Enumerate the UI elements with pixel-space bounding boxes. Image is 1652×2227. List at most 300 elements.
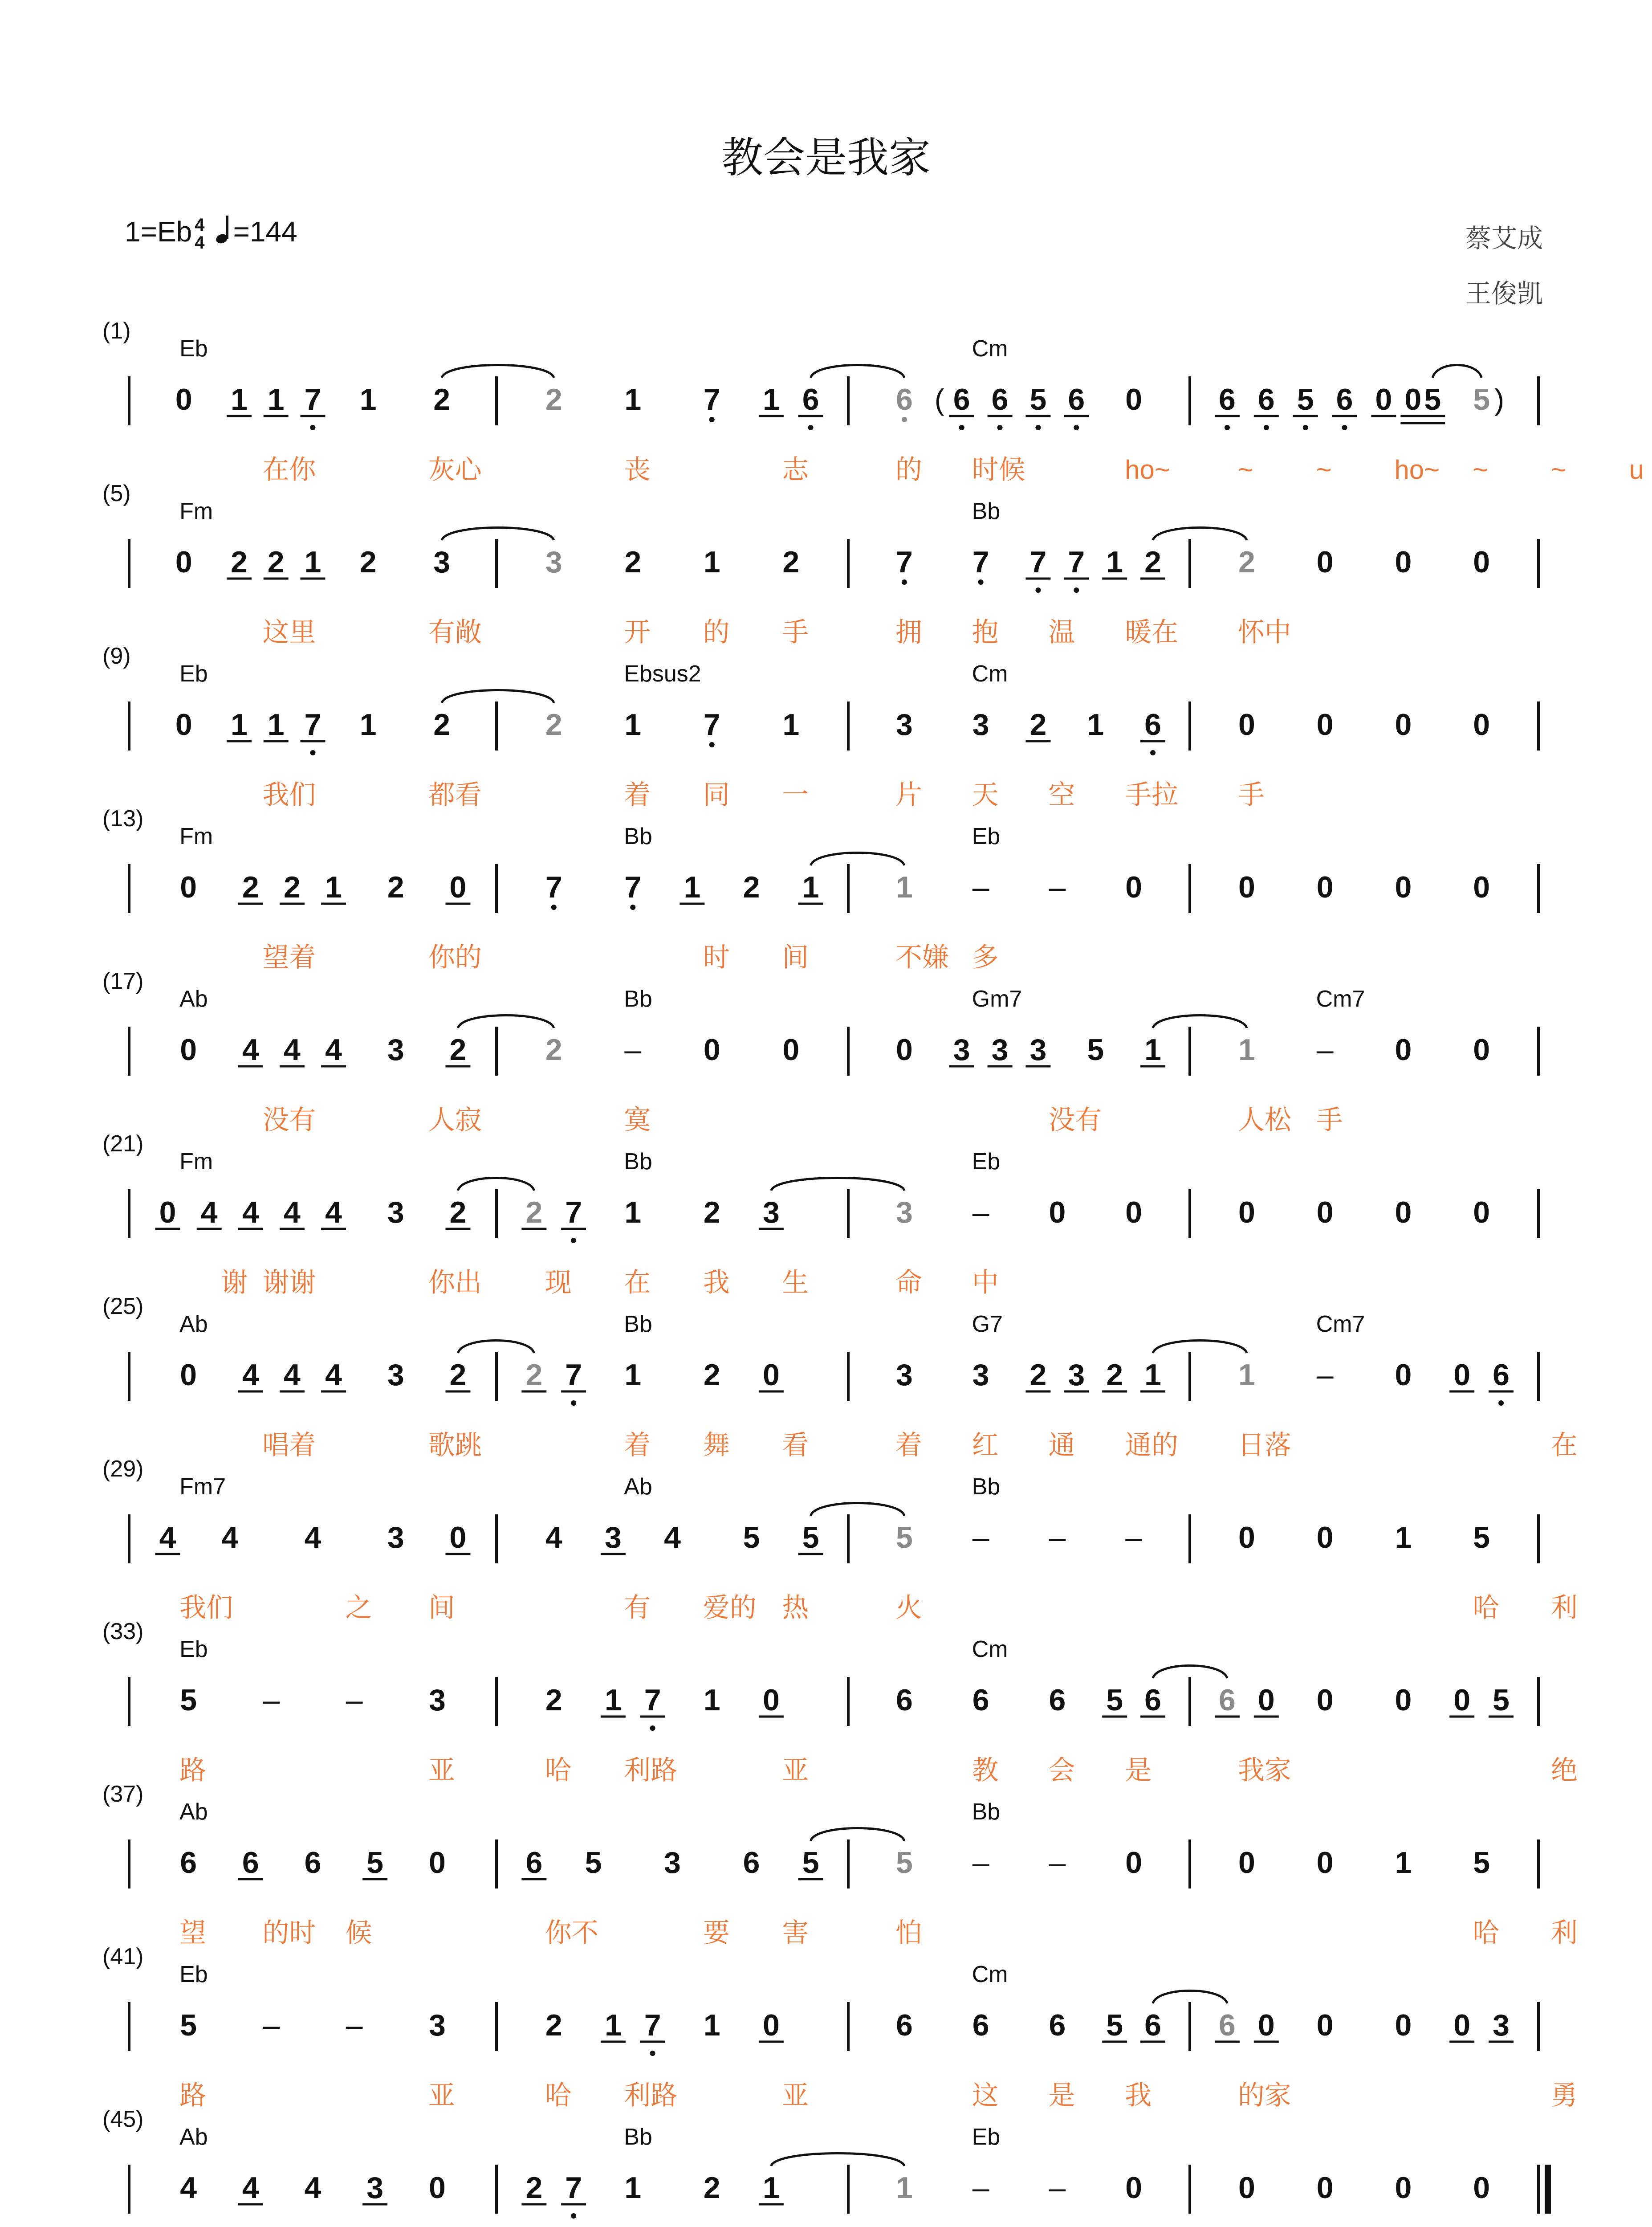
note: 1 — [1395, 1846, 1412, 1880]
chord-symbol: Bb — [624, 824, 652, 849]
note: 0 — [1125, 1195, 1143, 1229]
note: 0 — [1049, 1195, 1066, 1229]
lyric-text: 手 — [1316, 1105, 1343, 1135]
time-signature-bottom: 4 — [195, 233, 205, 253]
note: 0 — [1257, 1683, 1275, 1717]
lyric-text: ~ — [1473, 455, 1489, 485]
lyric-text: 的 — [895, 455, 922, 485]
note: 5 — [1493, 1683, 1510, 1717]
dash-extension: – — [1049, 870, 1066, 904]
lyric-text: 在 — [624, 1268, 651, 1297]
measure-number: (37) — [102, 1781, 144, 1807]
note: 2 — [743, 870, 760, 904]
lyric-text: 我 — [1125, 2080, 1152, 2110]
note: 0 — [1395, 2171, 1412, 2205]
note: 2 — [267, 545, 285, 579]
note: 7 — [1068, 545, 1085, 579]
note: 6 — [1257, 383, 1275, 416]
dash-extension: – — [346, 2008, 363, 2042]
chord-symbol: G7 — [972, 1311, 1003, 1337]
measure-number: (21) — [102, 1131, 144, 1157]
song-title: 教会是我家 — [721, 134, 931, 181]
chord-symbol: Bb — [624, 986, 652, 1012]
lower-octave-dot — [630, 905, 635, 910]
dash-extension: – — [263, 2008, 280, 2042]
note: 0 — [175, 545, 192, 579]
chord-symbol: Eb — [179, 1962, 208, 1987]
note: 0 — [1316, 1521, 1334, 1554]
note: 1 — [624, 1195, 642, 1229]
dash-extension: – — [346, 1683, 363, 1717]
lyric-text: ho~ — [1394, 455, 1440, 485]
note: 1 — [1144, 1033, 1161, 1067]
note: 1 — [359, 708, 377, 742]
lyric-text: 丧 — [624, 455, 651, 485]
lyric-text: 通的 — [1125, 1430, 1179, 1460]
note: 4 — [325, 1033, 342, 1067]
note: 0 — [1473, 1033, 1490, 1067]
chord-symbol: Fm7 — [179, 1474, 226, 1500]
note: 2 — [449, 1195, 467, 1229]
lyric-text: 爱的 — [703, 1593, 757, 1623]
chord-symbol: Eb — [972, 1149, 1001, 1175]
lyric-text: 的 — [703, 617, 730, 647]
note: 0 — [1125, 383, 1143, 416]
note: 1 — [762, 2171, 780, 2205]
tie-arc — [458, 1016, 553, 1028]
note: 3 — [664, 1846, 681, 1880]
measure-number: (29) — [102, 1456, 144, 1482]
note: 1 — [782, 708, 800, 742]
note: 4 — [284, 1195, 301, 1229]
dash-extension: – — [972, 2171, 989, 2205]
note: 3 — [991, 1033, 1009, 1067]
note: 7 — [304, 383, 321, 416]
lyric-text: 手 — [1237, 780, 1265, 810]
parenthesis: ( — [934, 383, 944, 416]
note: 0 — [1316, 708, 1334, 742]
tie-arc — [442, 528, 554, 541]
tie-arc — [811, 365, 904, 378]
lyric-text: 你不 — [545, 1918, 598, 1948]
tie-arc — [811, 1828, 904, 1841]
lyric-text: 绝 — [1550, 1755, 1578, 1785]
note: 0 — [895, 1033, 913, 1067]
key-signature: 1=Eb — [125, 216, 192, 248]
note: 1 — [267, 708, 285, 742]
note: 6 — [242, 1846, 259, 1880]
note: 7 — [972, 545, 989, 579]
lower-octave-dot — [997, 425, 1003, 430]
lyric-text: 勇 — [1550, 2080, 1578, 2110]
note: 0 — [1375, 383, 1392, 416]
dash-extension: – — [624, 1033, 642, 1067]
lower-octave-dot — [902, 579, 907, 585]
note: 6 — [895, 1683, 913, 1717]
note: 2 — [624, 545, 642, 579]
note: 7 — [565, 1358, 582, 1392]
note: 1 — [359, 383, 377, 416]
dash-extension: – — [1316, 1358, 1334, 1392]
note: 6 — [1068, 383, 1085, 416]
note: 0 — [1453, 1358, 1471, 1392]
note: 6 — [743, 1846, 760, 1880]
lyric-text: 一 — [782, 780, 809, 810]
note: 5 — [1473, 383, 1490, 416]
tie-arc — [442, 365, 554, 378]
note: 2 — [545, 708, 562, 742]
note: 0 — [1395, 1358, 1412, 1392]
note: 1 — [1087, 708, 1104, 742]
chord-symbol: Gm7 — [972, 986, 1022, 1012]
note: 6 — [1144, 2008, 1161, 2042]
note: 6 — [972, 1683, 989, 1717]
note: 2 — [1029, 1358, 1047, 1392]
lyric-text: 会 — [1048, 1755, 1075, 1785]
note: 0 — [703, 1033, 720, 1067]
lyric-text: 唱着 — [262, 1430, 316, 1460]
note: 6 — [991, 383, 1009, 416]
note: 0 — [428, 1846, 446, 1880]
chord-symbol: Cm7 — [1316, 1311, 1365, 1337]
lyric-text: 这里 — [262, 617, 316, 647]
lyric-text: 红 — [972, 1430, 999, 1460]
lyric-text: 路 — [179, 1755, 207, 1785]
chord-symbol: Fm — [179, 824, 213, 849]
chord-symbol: Cm7 — [1316, 986, 1365, 1012]
note: 5 — [802, 1846, 819, 1880]
note: 3 — [604, 1521, 622, 1554]
chord-symbol: Ab — [624, 1474, 652, 1500]
note: 2 — [1144, 545, 1161, 579]
lyric-text: 温 — [1048, 617, 1075, 647]
lyric-text: ho~ — [1125, 455, 1170, 485]
note: 0 — [449, 1521, 467, 1554]
note: 0 — [1238, 1521, 1255, 1554]
chord-symbol: Ab — [179, 1799, 208, 1825]
note: 6 — [802, 383, 819, 416]
tie-arc — [811, 853, 904, 866]
note: 6 — [1493, 1358, 1510, 1392]
lower-octave-dot — [902, 417, 907, 422]
lyric-text: 亚 — [782, 2080, 809, 2110]
note: 0 — [175, 708, 192, 742]
lyric-text: 人寂 — [428, 1105, 482, 1135]
note: 0 — [1316, 1683, 1334, 1717]
lyric-text: 时候 — [972, 455, 1025, 485]
chord-symbol: Bb — [624, 1149, 652, 1175]
note: 6 — [1336, 383, 1353, 416]
note: 3 — [387, 1521, 404, 1554]
note: 1 — [1144, 1358, 1161, 1392]
note: 0 — [1395, 545, 1412, 579]
note: 1 — [624, 1358, 642, 1392]
tie-arc — [811, 1503, 904, 1516]
note: 1 — [1238, 1033, 1255, 1067]
note: 4 — [242, 1358, 259, 1392]
lyric-text: 望着 — [262, 942, 316, 972]
chord-symbol: Ab — [179, 986, 208, 1012]
note: 0 — [1238, 1195, 1255, 1229]
chord-symbol: Eb — [179, 661, 208, 687]
note: 3 — [953, 1033, 970, 1067]
note: 2 — [703, 1358, 720, 1392]
note: 2 — [284, 870, 301, 904]
lower-octave-dot — [1074, 587, 1079, 593]
lower-octave-dot — [978, 579, 984, 585]
lyric-text: 的家 — [1237, 2080, 1291, 2110]
note: 5 — [180, 1683, 197, 1717]
note: 1 — [624, 383, 642, 416]
note: 1 — [1395, 1521, 1412, 1554]
note: 2 — [525, 2171, 543, 2205]
measure-number: (9) — [102, 643, 131, 669]
note: 4 — [325, 1358, 342, 1392]
note: 0 — [762, 1683, 780, 1717]
chord-symbol: Ab — [179, 2124, 208, 2150]
chord-symbol: Cm — [972, 1636, 1008, 1662]
dash-extension: – — [1316, 1033, 1334, 1067]
chord-symbol: Bb — [972, 1799, 1001, 1825]
note: 0 — [1404, 383, 1422, 416]
lyric-text: 天 — [972, 780, 999, 810]
lower-octave-dot — [1498, 1400, 1504, 1406]
lyric-text: 志 — [782, 455, 809, 485]
chord-symbol: Ebsus2 — [624, 661, 701, 687]
lower-octave-dot — [650, 1725, 655, 1731]
lyric-text: 利 — [1550, 1593, 1578, 1623]
chord-symbol: Eb — [179, 1636, 208, 1662]
note: 0 — [1395, 1683, 1412, 1717]
note: 4 — [325, 1195, 342, 1229]
lyric-text: 利路 — [624, 2080, 678, 2110]
note: 0 — [1238, 708, 1255, 742]
lyric-text: 我家 — [1237, 1755, 1291, 1785]
note: 2 — [449, 1033, 467, 1067]
lyric-text: 着 — [624, 1430, 651, 1460]
note: 3 — [1029, 1033, 1047, 1067]
note: 3 — [433, 545, 451, 579]
lyric-text: 不嫌 — [895, 942, 949, 972]
lyric-text: 开 — [624, 617, 651, 647]
lower-octave-dot — [1264, 425, 1269, 430]
lower-octave-dot — [551, 905, 557, 910]
lyric-text: 怕 — [895, 1918, 922, 1948]
note: 0 — [1316, 2171, 1334, 2205]
note: 1 — [267, 383, 285, 416]
lyric-text: 拥 — [895, 617, 922, 647]
lyric-text: 是 — [1048, 2080, 1075, 2110]
lyric-text: ~ — [1237, 455, 1253, 485]
lyric-text: 现 — [545, 1268, 572, 1297]
note: 1 — [304, 545, 321, 579]
note: 0 — [1257, 2008, 1275, 2042]
composer-credit: 蔡艾成 — [1465, 224, 1543, 253]
note: 4 — [242, 2171, 259, 2205]
tie-arc — [1153, 1341, 1247, 1354]
note: 7 — [1029, 545, 1047, 579]
lower-octave-dot — [1150, 750, 1156, 755]
lyric-text: u — [1629, 455, 1644, 485]
lower-octave-dot — [310, 425, 316, 430]
note: 4 — [221, 1521, 239, 1554]
lyric-text: 看 — [782, 1430, 809, 1460]
note: 7 — [895, 545, 913, 579]
note: 0 — [1473, 870, 1490, 904]
note: 1 — [703, 545, 720, 579]
note: 3 — [387, 1033, 404, 1067]
tie-arc — [1153, 1666, 1227, 1679]
lyric-text: 同 — [703, 780, 730, 810]
note: 0 — [180, 1033, 197, 1067]
lyric-text: 中 — [972, 1268, 999, 1297]
note: 0 — [1453, 1683, 1471, 1717]
note: 4 — [284, 1358, 301, 1392]
note: 1 — [325, 870, 342, 904]
lower-octave-dot — [1342, 425, 1347, 430]
lyric-text: 亚 — [428, 1755, 455, 1785]
note: 3 — [972, 1358, 989, 1392]
lyric-text: 在你 — [262, 455, 316, 485]
note: 1 — [802, 870, 819, 904]
note: 4 — [304, 2171, 321, 2205]
lyric-text: 手拉 — [1125, 780, 1179, 810]
note: 0 — [782, 1033, 800, 1067]
note: 1 — [684, 870, 701, 904]
note: 0 — [1125, 870, 1143, 904]
note: 1 — [604, 2008, 622, 2042]
note: 0 — [1395, 1033, 1412, 1067]
tie-arc — [442, 690, 554, 703]
dash-extension: – — [1049, 1846, 1066, 1880]
note: 3 — [762, 1195, 780, 1229]
lower-octave-dot — [1225, 425, 1230, 430]
lyric-text: 歌跳 — [428, 1430, 482, 1460]
note: 6 — [1219, 2008, 1236, 2042]
lyric-text: 哈 — [1473, 1918, 1500, 1948]
lyric-text: 害 — [782, 1918, 809, 1948]
final-bar-line — [1545, 2165, 1551, 2214]
tie-arc — [458, 1178, 534, 1191]
note: 3 — [895, 1195, 913, 1229]
note: 7 — [703, 708, 720, 742]
note: 5 — [895, 1521, 913, 1554]
lyric-text: 时 — [703, 942, 730, 972]
lower-octave-dot — [571, 1238, 576, 1243]
note: 7 — [644, 1683, 661, 1717]
lyric-text: 怀中 — [1237, 617, 1291, 647]
note: 3 — [428, 1683, 446, 1717]
lyric-text: 抱 — [972, 617, 999, 647]
lyric-text: 亚 — [428, 2080, 455, 2110]
note: 4 — [284, 1033, 301, 1067]
note: 2 — [545, 383, 562, 416]
note: 1 — [604, 1683, 622, 1717]
note: 0 — [1316, 1195, 1334, 1229]
note: 2 — [433, 708, 451, 742]
note: 5 — [895, 1846, 913, 1880]
measure-number: (41) — [102, 1944, 144, 1970]
tie-arc — [1153, 1991, 1227, 2004]
note: 5 — [802, 1521, 819, 1554]
lyric-text: 我们 — [262, 780, 316, 810]
note: 4 — [159, 1521, 176, 1554]
lyric-text: 都看 — [428, 780, 482, 810]
note: 2 — [545, 2008, 562, 2042]
lower-octave-dot — [1303, 425, 1308, 430]
note: 0 — [1473, 1195, 1490, 1229]
note: 0 — [1316, 2008, 1334, 2042]
lyric-text: 片 — [895, 780, 922, 810]
lyric-text: 要 — [703, 1918, 730, 1948]
lyric-text: 我们 — [179, 1593, 233, 1623]
chord-symbol: Bb — [624, 2124, 652, 2150]
note: 6 — [1219, 1683, 1236, 1717]
note: 0 — [1316, 1846, 1334, 1880]
chord-symbol: Bb — [972, 1474, 1001, 1500]
note: 5 — [743, 1521, 760, 1554]
lyric-text: 舞 — [703, 1430, 730, 1460]
note: 2 — [231, 545, 248, 579]
note: 0 — [175, 383, 192, 416]
note: 3 — [428, 2008, 446, 2042]
note: 0 — [1125, 1846, 1143, 1880]
note: 3 — [972, 708, 989, 742]
chord-symbol: Cm — [972, 1962, 1008, 1987]
lower-octave-dot — [650, 2051, 655, 2056]
note: 2 — [525, 1195, 543, 1229]
note: 1 — [231, 383, 248, 416]
note: 0 — [180, 870, 197, 904]
lyric-text: 人松 — [1237, 1105, 1291, 1135]
note: 2 — [1238, 545, 1255, 579]
lyric-text: 是 — [1125, 1755, 1152, 1785]
lyric-text: 谢谢 — [262, 1268, 316, 1297]
note: 1 — [624, 708, 642, 742]
tie-arc — [1153, 528, 1247, 541]
measure-number: (5) — [102, 481, 131, 506]
dash-extension: – — [972, 1521, 989, 1554]
note: 6 — [1144, 708, 1161, 742]
note: 7 — [624, 870, 642, 904]
time-signature-top: 4 — [195, 215, 205, 235]
chord-symbol: Cm — [972, 661, 1008, 687]
lyric-text: 利 — [1550, 1918, 1578, 1948]
note: 5 — [1473, 1846, 1490, 1880]
lyric-text: 哈 — [1473, 1593, 1500, 1623]
lyric-text: 我 — [703, 1268, 730, 1297]
lyric-text: 亚 — [782, 1755, 809, 1785]
note: 3 — [1493, 2008, 1510, 2042]
note: 3 — [545, 545, 562, 579]
lyric-text: 空 — [1048, 780, 1075, 810]
note: 3 — [366, 2171, 384, 2205]
chord-symbol: Ab — [179, 1311, 208, 1337]
lyric-text: 之 — [345, 1593, 372, 1623]
note: 6 — [1144, 1683, 1161, 1717]
lower-octave-dot — [1035, 425, 1041, 430]
lyric-text: 火 — [895, 1593, 922, 1623]
lyricist-credit: 王俊凯 — [1465, 279, 1543, 308]
chord-symbol: Bb — [624, 1311, 652, 1337]
note: 1 — [895, 870, 913, 904]
note: 6 — [895, 383, 913, 416]
note: 6 — [972, 2008, 989, 2042]
note: 0 — [1395, 870, 1412, 904]
lyric-text: 灰心 — [428, 455, 482, 485]
note: 0 — [159, 1195, 176, 1229]
note: 2 — [433, 383, 451, 416]
